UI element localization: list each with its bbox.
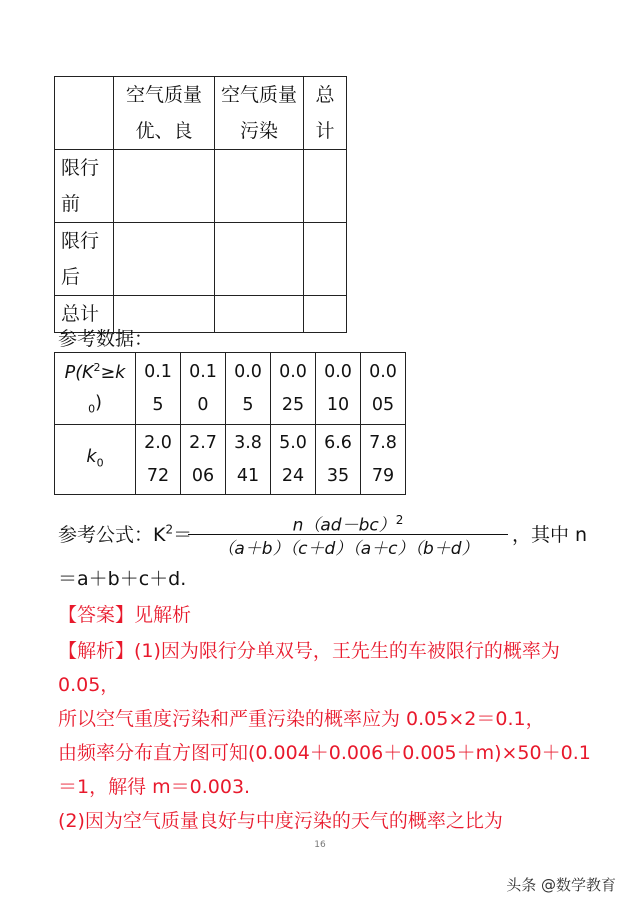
table-cell — [215, 296, 304, 333]
table-cell — [114, 150, 215, 223]
analysis-line-2: 0.05， — [58, 674, 120, 696]
row-label-total: 总计 — [55, 296, 114, 333]
header-good-air: 空气质量 优、良 — [114, 77, 215, 150]
analysis-line-3: 所以空气重度污染和严重污染的概率应为 0.05×2＝0.1， — [58, 708, 545, 730]
table-cell: 0.0 25 — [271, 353, 316, 425]
table-cell: 3.8 41 — [226, 425, 271, 495]
table-cell: 5.0 24 — [271, 425, 316, 495]
prob-label-close: ) — [95, 392, 102, 413]
k0-label: k — [86, 446, 97, 467]
formula-suffix: ，其中 n — [512, 524, 588, 546]
table-cell — [304, 150, 347, 223]
table-cell: 2.7 06 — [181, 425, 226, 495]
analysis-line-4: 由频率分布直方图可知(0.004＋0.006＋0.005＋m)×50＋0.1 — [58, 742, 591, 764]
formula-numerator — [188, 508, 508, 536]
prob-label-rest: ≥k — [100, 362, 126, 383]
row-label-k0 — [55, 425, 136, 495]
table-cell — [304, 223, 347, 296]
contingency-table — [54, 76, 347, 333]
analysis-line-6: (2)因为空气质量良好与中度污染的天气的概率之比为 — [58, 810, 503, 832]
formula-prefix-text: 参考公式：K — [58, 524, 166, 546]
formula-line2: ＝a＋b＋c＋d. — [58, 568, 187, 590]
answer-line: 【答案】见解析 — [58, 604, 192, 626]
k0-label-sub: 0 — [96, 456, 104, 470]
row-label-before: 限行 前 — [55, 150, 114, 223]
prob-label-sup: 2 — [93, 361, 101, 374]
formula-eq: ＝ — [173, 524, 193, 546]
row-label-after: 限行 后 — [55, 223, 114, 296]
table-cell: 0.1 5 — [136, 353, 181, 425]
row-label-probability — [55, 353, 136, 425]
prob-label-sub: 0 — [88, 402, 96, 416]
table-cell: 7.8 79 — [361, 425, 406, 495]
table-cell: 0.0 10 — [316, 353, 361, 425]
page-number: 16 — [314, 840, 326, 850]
table-cell — [304, 296, 347, 333]
analysis-line-5: ＝1，解得 m＝0.003. — [58, 776, 251, 798]
table-cell: 0.0 05 — [361, 353, 406, 425]
table-cell: 0.0 5 — [226, 353, 271, 425]
table-cell: 0.1 0 — [181, 353, 226, 425]
watermark: 头条 @数学教育 — [506, 876, 616, 894]
formula-fraction — [188, 508, 508, 560]
table-cell: 2.0 72 — [136, 425, 181, 495]
table-cell — [114, 223, 215, 296]
table-cell — [215, 150, 304, 223]
header-polluted-air: 空气质量 污染 — [215, 77, 304, 150]
formula-numerator-text: n（ad－bc） — [292, 515, 396, 536]
formula-denominator: （a＋b）（c＋d）（a＋c）（b＋d） — [217, 539, 479, 559]
prob-label-p: P(K — [64, 362, 94, 383]
header-total: 总 计 — [304, 77, 347, 150]
table-cell — [215, 223, 304, 296]
analysis-line-1: 【解析】(1)因为限行分单双号，王先生的车被限行的概率为 — [58, 640, 560, 662]
table-header-empty — [55, 77, 114, 150]
formula-prefix — [58, 520, 192, 547]
formula-numerator-sup: 2 — [395, 513, 404, 527]
critical-value-table — [54, 352, 406, 495]
table-cell: 6.6 35 — [316, 425, 361, 495]
reference-data-label: 参考数据： — [58, 328, 154, 350]
formula-sup: 2 — [165, 522, 174, 537]
